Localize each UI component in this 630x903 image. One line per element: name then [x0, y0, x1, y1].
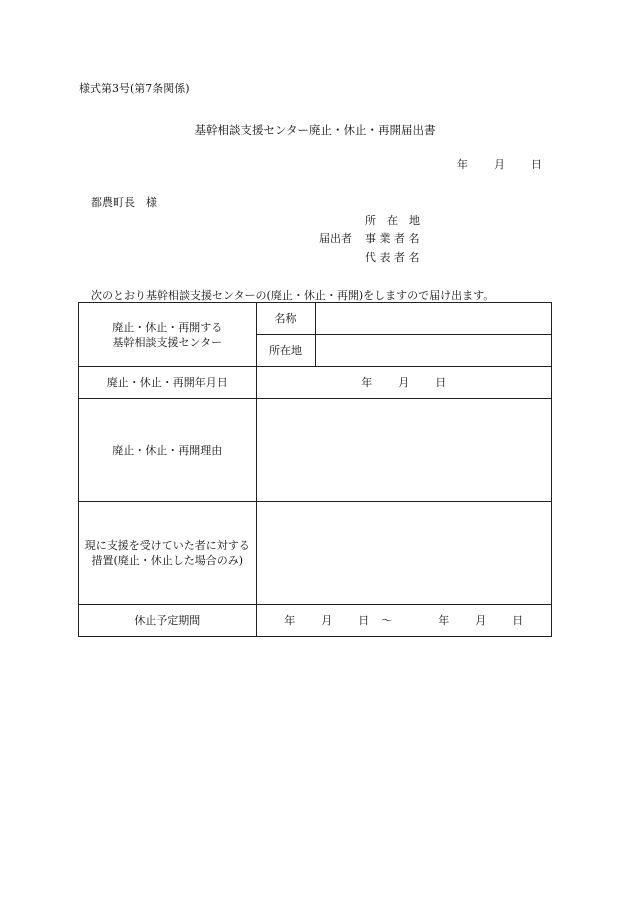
date-day: 日 — [531, 158, 542, 171]
sender-label: 届出者 — [319, 232, 352, 245]
period-end-day: 日 — [512, 614, 524, 627]
name-label: 名称 — [256, 303, 315, 335]
submission-date — [457, 156, 542, 172]
period-start-year: 年 — [284, 614, 296, 627]
notification-table — [78, 302, 552, 637]
date-month: 月 — [494, 158, 505, 171]
date-field-day: 日 — [435, 376, 447, 389]
center-label — [79, 303, 257, 367]
period-start-day: 日 — [358, 614, 370, 627]
measures-label — [79, 502, 257, 605]
period-separator: 〜 — [381, 614, 393, 627]
date-field-year: 年 — [361, 376, 373, 389]
addressee: 都農町長 様 — [91, 196, 157, 209]
sender-representative-label: 代 表 者 名 — [365, 251, 420, 264]
measures-field[interactable] — [256, 502, 551, 605]
date-label: 廃止・休止・再開年月日 — [79, 367, 257, 399]
document-title: 基幹相談支援センター廃止・休止・再開届出書 — [194, 123, 436, 137]
date-year: 年 — [457, 158, 468, 171]
center-label-line1: 廃止・休止・再開する — [112, 320, 223, 334]
form-number: 様式第3号(第7条関係) — [79, 82, 190, 95]
address-field[interactable] — [315, 335, 552, 367]
measures-label-line1: 現に支援を受けていた者に対する — [84, 539, 250, 552]
period-end-month: 月 — [475, 614, 487, 627]
measures-label-line2: 措置(廃止・休止した場合のみ) — [91, 554, 244, 567]
date-field[interactable] — [256, 367, 551, 399]
period-end-year: 年 — [438, 614, 450, 627]
date-field-month: 月 — [398, 376, 410, 389]
reason-field[interactable] — [256, 399, 551, 502]
reason-label: 廃止・休止・再開理由 — [79, 399, 257, 502]
sender-location-label: 所 在 地 — [365, 214, 420, 227]
center-label-line2: 基幹相談支援センター — [112, 335, 223, 349]
intro-text: 次のとおり基幹相談支援センターの(廃止・休止・再開)をしますので届け出ます。 — [91, 289, 495, 302]
period-label: 休止予定期間 — [79, 605, 257, 637]
address-label: 所在地 — [256, 335, 315, 367]
period-start-month: 月 — [321, 614, 333, 627]
sender-business-label: 事 業 者 名 — [365, 232, 420, 245]
name-field[interactable] — [315, 303, 552, 335]
period-field[interactable] — [256, 605, 551, 637]
